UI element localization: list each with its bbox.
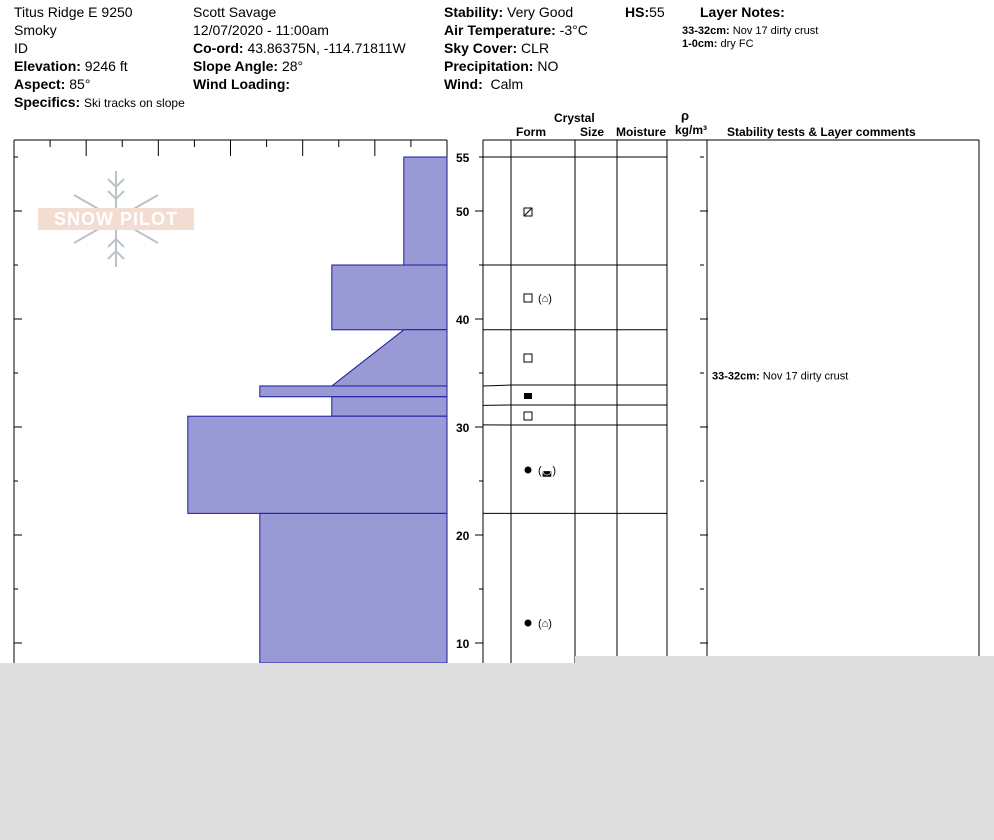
observer: Scott Savage bbox=[193, 4, 277, 20]
form-heading: Form bbox=[516, 125, 546, 139]
wind-value: Calm bbox=[490, 76, 524, 92]
rounded-grain-icon bbox=[525, 620, 532, 627]
rho-heading: ρ bbox=[681, 108, 690, 123]
logo-text: SNOW PILOT bbox=[38, 208, 194, 230]
depth-tick-label: 40 bbox=[456, 313, 470, 327]
rounded-grain-icon bbox=[525, 467, 532, 474]
range: Smoky bbox=[14, 22, 57, 38]
grey-overlay bbox=[0, 663, 994, 840]
state: ID bbox=[14, 40, 28, 56]
depth-tick-label: 20 bbox=[456, 529, 470, 543]
secondary-form-icon: (⌂) bbox=[538, 618, 552, 630]
datetime: 12/07/2020 - 11:00am bbox=[193, 22, 329, 38]
air-temp-label: Air Temperature: bbox=[444, 22, 556, 38]
faceted-crystal-icon bbox=[524, 412, 532, 420]
layer-connector bbox=[483, 385, 511, 386]
wind-loading-label: Wind Loading: bbox=[193, 76, 291, 92]
hardness-bar bbox=[260, 513, 447, 663]
hardness-bar bbox=[332, 330, 447, 386]
coord-value: 43.86375N, -114.71811W bbox=[247, 40, 406, 56]
depth-tick-label: 10 bbox=[456, 637, 470, 651]
depth-tick-label: 30 bbox=[456, 421, 470, 435]
layer-note-text: dry FC bbox=[720, 38, 754, 50]
sky-value: CLR bbox=[521, 40, 550, 56]
hs-label: HS: bbox=[625, 4, 650, 20]
stability-label: Stability: bbox=[444, 4, 504, 20]
layer-notes-heading: Layer Notes: bbox=[700, 4, 785, 20]
layer-note-depth: 33-32cm: bbox=[682, 25, 730, 37]
depth-tick-label: 55 bbox=[456, 151, 470, 165]
precip-label: Precipitation: bbox=[444, 58, 534, 74]
elevation-value: 9246 ft bbox=[84, 58, 128, 74]
depth-tick-label: 50 bbox=[456, 205, 470, 219]
secondary-form-icon: (◛) bbox=[538, 465, 556, 477]
elevation-label: Elevation: bbox=[14, 58, 81, 74]
stability-value: Very Good bbox=[507, 4, 574, 20]
aspect-value: 85° bbox=[69, 76, 91, 92]
layer-note-depth: 1-0cm: bbox=[682, 38, 718, 50]
wind-label: Wind: bbox=[444, 76, 483, 92]
hardness-bar bbox=[188, 416, 447, 513]
specifics-value: Ski tracks on slope bbox=[84, 96, 185, 110]
aspect-label: Aspect: bbox=[14, 76, 66, 92]
size-heading: Size bbox=[580, 125, 605, 139]
comments-heading: Stability tests & Layer comments bbox=[727, 125, 916, 139]
layer-note-text: Nov 17 dirty crust bbox=[732, 25, 819, 37]
coord-label: Co-ord: bbox=[193, 40, 244, 56]
hardness-bar bbox=[332, 397, 447, 416]
hs-value: 55 bbox=[649, 4, 665, 20]
air-temp-value: -3°C bbox=[559, 22, 588, 38]
crust-icon bbox=[524, 393, 532, 399]
faceted-crystal-icon bbox=[524, 354, 532, 362]
secondary-form-icon: (⌂) bbox=[538, 293, 552, 305]
slope-value: 28° bbox=[281, 58, 304, 74]
snowflake-icon bbox=[0, 0, 994, 300]
specifics-label: Specifics: bbox=[14, 94, 81, 110]
density-unit-heading: kg/m³ bbox=[675, 123, 708, 137]
location: Titus Ridge E 9250 bbox=[14, 4, 133, 20]
slope-label: Slope Angle: bbox=[193, 58, 279, 74]
layer-comment: 33-32cm: Nov 17 dirty crust bbox=[712, 370, 849, 383]
sky-label: Sky Cover: bbox=[444, 40, 518, 56]
moisture-heading: Moisture bbox=[616, 125, 667, 139]
crystal-heading: Crystal bbox=[554, 111, 595, 125]
precip-value: NO bbox=[537, 58, 559, 74]
hardness-bar bbox=[260, 386, 447, 397]
